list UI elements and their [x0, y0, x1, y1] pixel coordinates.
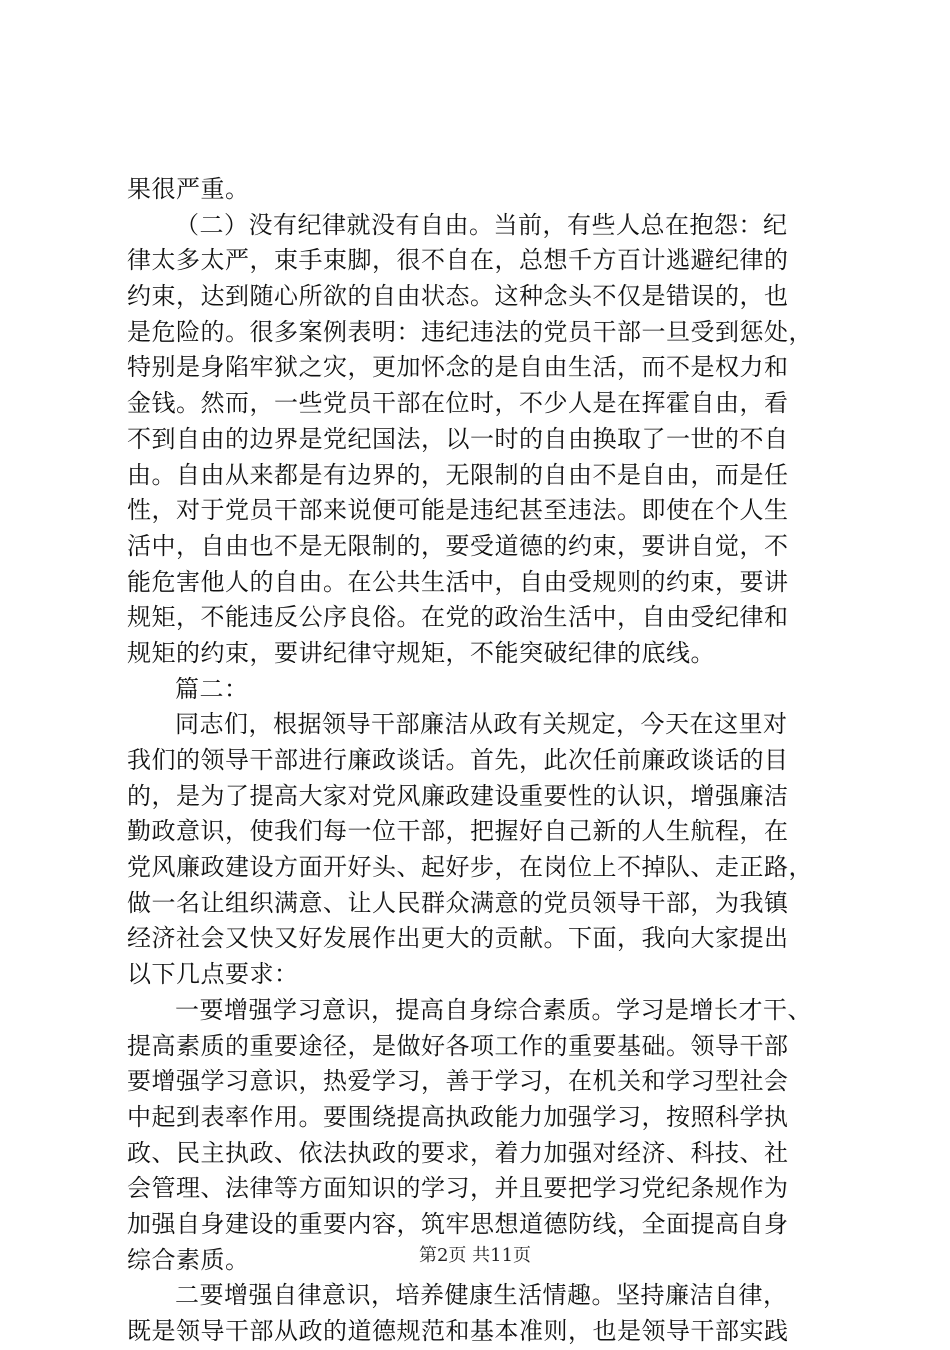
paragraph-line: 要增强学习意识，热爱学习，善于学习，在机关和学习型社会 [127, 1067, 789, 1096]
document-body [127, 172, 827, 1350]
paragraph-line: 党风廉政建设方面开好头、起好步，在岗位上不掉队、走正路， [127, 853, 813, 882]
paragraph-line: 加强自身建设的重要内容，筑牢思想道德防线，全面提高自身 [127, 1209, 789, 1238]
paragraph-line: 我们的领导干部进行廉政谈话。首先，此次任前廉政谈话的目 [127, 746, 789, 774]
paragraph-line: 中起到表率作用。要围绕提高执政能力加强学习，按照科学执 [127, 1102, 789, 1131]
paragraph-line: 综合素质。 [127, 1245, 250, 1274]
paragraph-line: 能危害他人的自由。在公共生活中，自由受规则的约束，要讲 [127, 567, 789, 596]
paragraph-line: 做一名让组织满意、让人民群众满意的党员领导干部，为我镇 [127, 888, 789, 917]
paragraph-line: 约束，达到随心所欲的自由状态。这种念头不仅是错误的，也 [127, 282, 789, 311]
paragraph-line: 金钱。然而，一些党员干部在位时，不少人是在挥霍自由，看 [127, 389, 789, 418]
paragraph-line: 活中，自由也不是无限制的，要受道德的约束，要讲自觉，不 [127, 531, 789, 560]
paragraph-line: 政、民主执政、依法执政的要求，着力加强对经济、科技、社 [127, 1138, 789, 1167]
paragraph-line: 提高素质的重要途径，是做好各项工作的重要基础。领导干部 [127, 1031, 789, 1060]
paragraph-line: 规矩，不能违反公序良俗。在党的政治生活中，自由受纪律和 [127, 603, 789, 632]
paragraph-line: 经济社会又快又好发展作出更大的贡献。下面，我向大家提出 [127, 924, 789, 953]
paragraph-line: 勤政意识，使我们每一位干部，把握好自己新的人生航程，在 [127, 817, 789, 846]
paragraph-line: 的，是为了提高大家对党风廉政建设重要性的认识，增强廉洁 [127, 781, 789, 810]
paragraph-first-line: 同志们，根据领导干部廉洁从政有关规定，今天在这里对 [175, 710, 788, 739]
paragraph-line: 规矩的约束，要讲纪律守规矩，不能突破纪律的底线。 [127, 638, 715, 667]
paragraph-line: 律太多太严，束手束脚，很不自在，总想千方百计逃避纪律的 [127, 246, 789, 275]
paragraph-line: 性，对于党员干部来说便可能是违纪甚至违法。即使在个人生 [127, 496, 789, 525]
paragraph-line: 会管理、法律等方面知识的学习，并且要把学习党纪条规作为 [127, 1174, 789, 1203]
page-number-footer: 第2页 共11页 [418, 1245, 532, 1266]
paragraph-line: 由。自由从来都是有边界的，无限制的自由不是自由，而是任 [127, 460, 789, 489]
paragraph-line: 既是领导干部从政的道德规范和基本准则，也是领导干部实践 [127, 1317, 789, 1345]
paragraph-first-line: 二要增强自律意识，培养健康生活情趣。坚持廉洁自律， [175, 1281, 788, 1310]
paragraph-line: 不到自由的边界是党纪国法，以一时的自由换取了一世的不自 [127, 424, 789, 453]
paragraph-line: 是危险的。很多案例表明：违纪违法的党员干部一旦受到惩处， [127, 317, 813, 346]
paragraph-line: 以下几点要求： [127, 960, 299, 989]
paragraph-first-line: 篇二： [175, 674, 249, 703]
paragraph-first-line: （二）没有纪律就没有自由。当前，有些人总在抱怨：纪 [175, 210, 788, 239]
paragraph-line: 果很严重。 [127, 175, 250, 203]
paragraph-first-line: 一要增强学习意识，提高自身综合素质。学习是增长才干、 [175, 995, 812, 1024]
paragraph-line: 特别是身陷牢狱之灾，更加怀念的是自由生活，而不是权力和 [127, 353, 789, 382]
